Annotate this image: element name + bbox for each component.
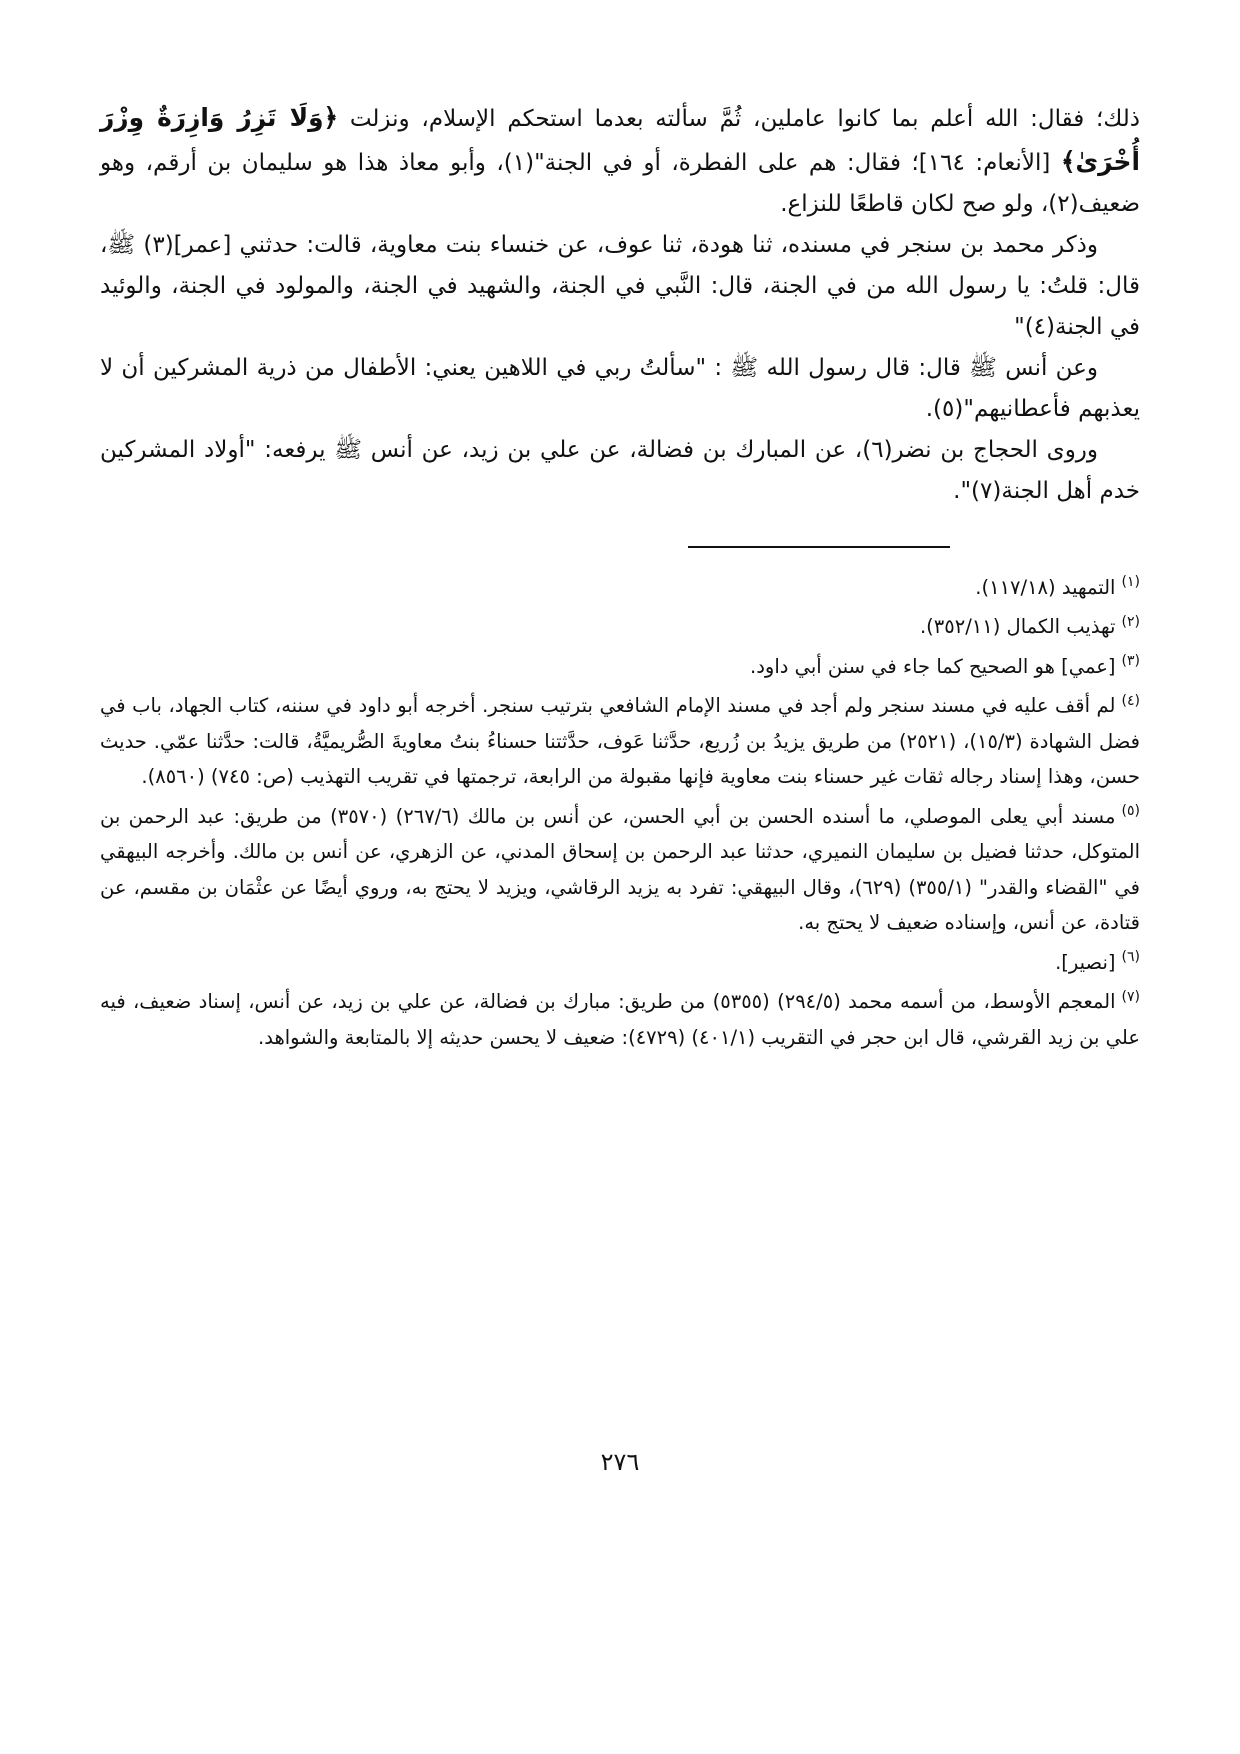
footnote-4 (100, 688, 1140, 794)
footnote-7-text: المعجم الأوسط، من أسمه محمد (٢٩٤/٥) (٥٣٥٥) من طريق: مبارك بن فضالة، عن علي بن زيد، عن أنس، إسناد ضعيف، فيه علي بن زيد القرشي، قال ابن حجر في التقريب (٤٠١/١) (٤٧٢٩): ضعيف لا يحسن حديثه إلا بالمتابعة والشواهد. (100, 990, 1140, 1049)
footnote-1-text: التمهيد (١١٧/١٨). (975, 575, 1116, 599)
footnote-2 (100, 609, 1140, 644)
quran-verse: ﴿وَلَا تَزِرُ وَازِرَةٌ وِزْرَ أُخْرَىٰ﴾ (100, 103, 1140, 177)
footnote-6-text: [نصير]. (1055, 950, 1116, 974)
footnote-5 (100, 799, 1140, 941)
footnote-2-marker: (٢) (1121, 613, 1140, 630)
main-text (100, 96, 1140, 512)
footnote-4-marker: (٤) (1121, 692, 1140, 709)
paragraph-1-text-before-verse: ذلك؛ فقال: الله أعلم بما كانوا عاملين، ثُمَّ سألته بعدما استحكم الإسلام، ونزلت (338, 106, 1140, 132)
footnote-1-marker: (١) (1121, 574, 1140, 591)
footnote-3 (100, 649, 1140, 684)
footnote-1 (100, 570, 1140, 605)
footnotes-section (100, 570, 1140, 1055)
footnote-3-text: [عمي] هو الصحيح كما جاء في سنن أبي داود. (750, 654, 1116, 678)
footnote-6-marker: (٦) (1121, 949, 1140, 966)
paragraph-1 (100, 96, 1140, 225)
footnote-5-marker: (٥) (1121, 803, 1140, 820)
footnote-7-marker: (٧) (1121, 988, 1141, 1005)
footnote-6 (100, 945, 1140, 980)
page-number: ٢٧٦ (600, 1448, 640, 1476)
footnote-separator (688, 546, 950, 548)
footnote-2-text: تهذيب الكمال (٣٥٢/١١). (919, 615, 1116, 639)
paragraph-3: وعن أنس ﷺ قال: قال رسول الله ﷺ : "سألتُ ربي في اللاهين يعني: الأطفال من ذرية المشركين أن لا يعذبهم فأعطانيهم"(٥). (100, 355, 1140, 423)
paragraph-2: وذكر محمد بن سنجر في مسنده، ثنا هودة، ثنا عوف، عن خنساء بنت معاوية، قالت: حدثني [عمر](٣) ﷺ، قال: قلتُ: يا رسول الله من في الجنة، قال: النَّبي في الجنة، والشهيد في الجنة، والمولود في الجنة، والوئيد في الجنة(٤)" (100, 232, 1140, 341)
paragraph-4: وروى الحجاج بن نضر(٦)، عن المبارك بن فضالة، عن علي بن زيد، عن أنس ﷺ يرفعه: "أولاد المشركين خدم أهل الجنة(٧)". (100, 437, 1140, 504)
footnote-5-text: مسند أبي يعلى الموصلي، ما أسنده الحسن بن أبي الحسن، عن أنس بن مالك (٢٦٧/٦) (٣٥٧٠) من طريق: عبد الرحمن بن المتوكل، حدثنا فضيل بن سليمان النميري، حدثنا عبد الرحمن بن إسحاق المدني، عن الزهري، عن أنس بن مالك. وأخرجه البيهقي في "القضاء والقدر" (٣٥٥/١) (٦٢٩)، وقال البيهقي: تفرد به يزيد الرقاشي، ويزيد لا يحتج به، وروي أيضًا عن عثْمَان بن مقسم، عن قتادة، عن أنس، وإسناده ضعيف لا يحتج به. (100, 804, 1140, 935)
footnote-3-marker: (٣) (1121, 653, 1140, 670)
page-footer (0, 1448, 1240, 1476)
footnote-7 (100, 984, 1140, 1055)
paragraph-1-text-after-verse: [الأنعام: ١٦٤]؛ فقال: هم على الفطرة، أو في الجنة"(١)، وأبو معاذ هذا هو سليمان بن أرقم، وهو ضعيف(٢)، ولو صح لكان قاطعًا للنزاع. (100, 150, 1140, 218)
footnote-4-text: لم أقف عليه في مسند سنجر ولم أجد في مسند الإمام الشافعي بترتيب سنجر. أخرجه أبو داود في سننه، كتاب الجهاد، باب في فضل الشهادة (١٥/٣)، (٢٥٢١) من طريق يزيدُ بن زُريع، حدَّثنا عَوف، حدَّثتنا حسناءُ بنتُ معاويةَ الصُّريميَّةُ، قالت: حدَّثنا عمّي. حديث حسن، وهذا إسناد رجاله ثقات غير حسناء بنت معاوية فإنها مقبولة من الرابعة، ترجمتها في تقريب التهذيب (ص: ٧٤٥) (٨٥٦٠). (100, 694, 1140, 789)
